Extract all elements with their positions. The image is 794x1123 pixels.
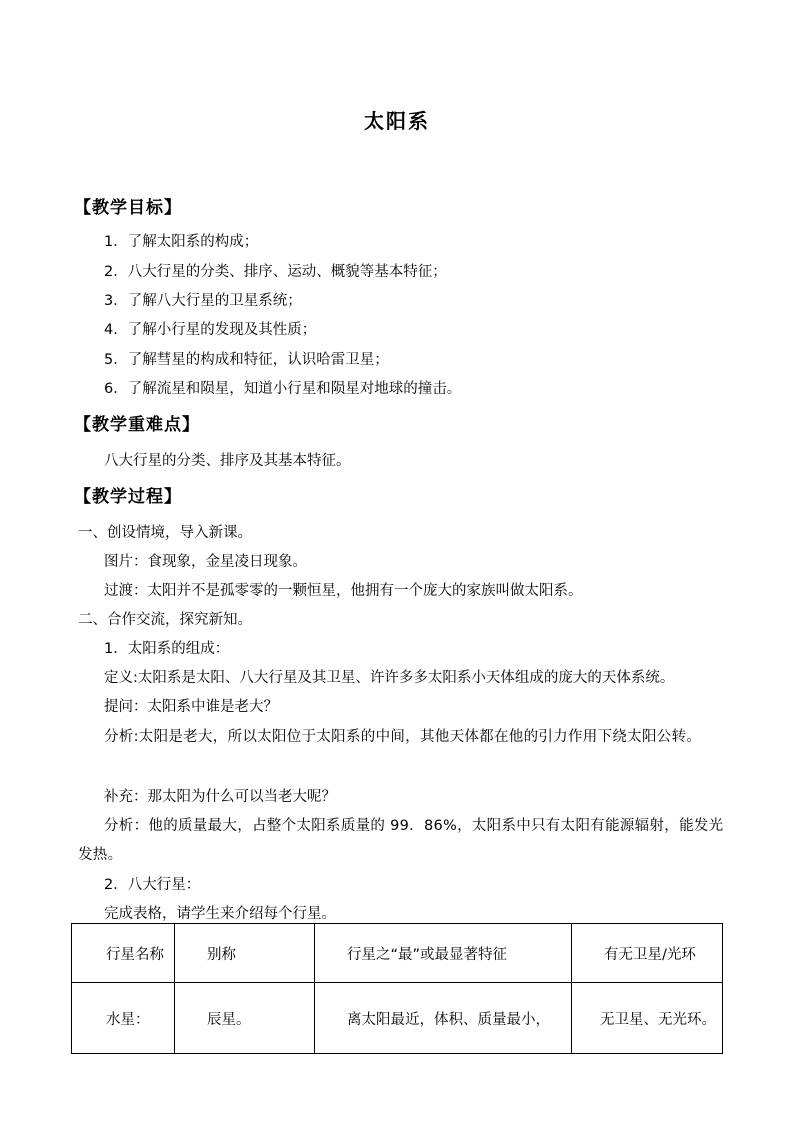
objectives-heading: 【教学目标】 xyxy=(74,198,182,218)
part2-title: 二、合作交流，探究新知。 xyxy=(78,612,252,628)
definition-text: 定义:太阳系是太阳、八大行星及其卫星、许许多多太阳系小天体组成的庞大的天体系统。 xyxy=(104,670,675,686)
key-points-text: 八大行星的分类、排序及其基本特征。 xyxy=(104,453,351,469)
objective-item: 1．了解太阳系的构成； xyxy=(104,234,259,250)
cell-planet-name: 水星： xyxy=(72,983,175,1054)
header-feature: 行星之“最”或最显著特征 xyxy=(315,924,572,983)
header-alias: 别称 xyxy=(175,924,315,983)
cell-alias: 辰星。 xyxy=(175,983,315,1054)
analysis2-text: 分析：他的质量最大，占整个太阳系质量的 99．86%，太阳系中只有太阳有能源辐射，能发光发热。 xyxy=(78,818,724,863)
page-title: 太阳系 xyxy=(364,109,430,133)
key-points-heading: 【教学重难点】 xyxy=(74,415,200,435)
part1-picture: 图片：食现象，金星凌日现象。 xyxy=(104,554,307,570)
objective-item: 5．了解彗星的构成和特征，认识哈雷卫星； xyxy=(104,352,389,368)
objective-item: 2．八大行星的分类、排序、运动、概貌等基本特征； xyxy=(104,264,447,280)
objective-item: 6．了解流星和陨星，知道小行星和陨星对地球的撞击。 xyxy=(104,381,462,397)
objective-item: 3．了解八大行星的卫星系统； xyxy=(104,293,302,309)
analysis1-text: 分析:太阳是老大，所以太阳位于太阳系的中间，其他天体都在他的引力作用下绕太阳公转。 xyxy=(104,729,702,745)
cell-satellite-ring: 无卫星、无光环。 xyxy=(572,983,723,1054)
table-intro: 完成表格，请学生来介绍每个行星。 xyxy=(104,906,336,922)
objective-item: 4．了解小行星的发现及其性质； xyxy=(104,322,317,338)
header-satellite-ring: 有无卫星/光环 xyxy=(572,924,723,983)
planet-table xyxy=(71,923,723,1054)
supplement-text: 补充：那太阳为什么可以当老大呢？ xyxy=(104,789,336,805)
item1-title: 1．太阳系的组成： xyxy=(104,641,230,657)
table-row xyxy=(72,983,723,1054)
header-planet-name: 行星名称 xyxy=(72,924,175,983)
question-text: 提问：太阳系中谁是老大？ xyxy=(104,699,278,715)
process-heading: 【教学过程】 xyxy=(74,487,182,507)
item2-title: 2．八大行星： xyxy=(104,877,201,893)
table-header-row xyxy=(72,924,723,983)
cell-feature: 离太阳最近，体积、质量最小， xyxy=(315,983,572,1054)
part1-transition: 过渡：太阳并不是孤零零的一颗恒星，他拥有一个庞大的家族叫做太阳系。 xyxy=(104,583,583,599)
part1-title: 一、创设情境，导入新课。 xyxy=(78,525,252,541)
